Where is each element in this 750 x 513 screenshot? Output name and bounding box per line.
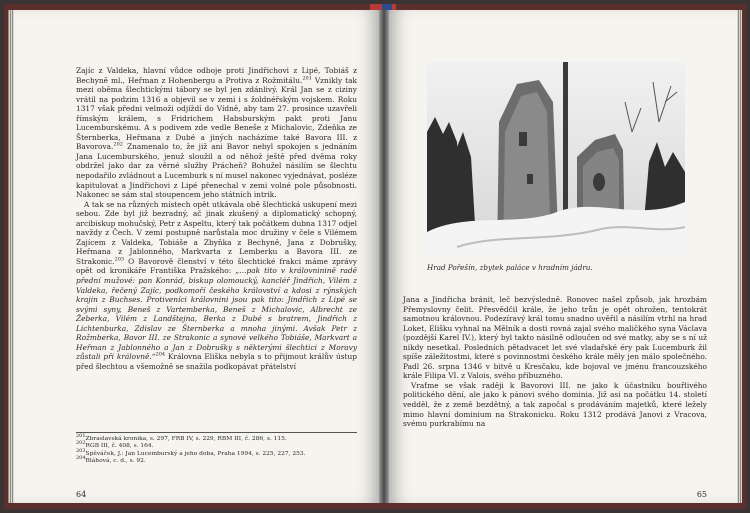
footnote-number: 202 bbox=[76, 440, 86, 447]
page-edges-right bbox=[737, 10, 742, 503]
footnote-number: 201 bbox=[76, 433, 86, 440]
footnote bbox=[76, 440, 357, 450]
paragraph bbox=[76, 66, 357, 200]
text-run: A tak se na různých místech opět utkávala obě šlechtická uskupení mezi sebou. Zde byl již bezradný, ač jinak zkušený a diplomatický schopný, arcibiskup mohučský, Petr z Aspeltu, který tak počátkem dubna 1317 odjel navždy z Čech. V zemi postupně narůstala moc družiny v čele s Vilémem Zajícem z Valdeka, Tobiáše a Zbyňka z Bechyně, Jana z Dobrušky, Heřmana z Jablonného, Markvarta z Lemberku a Bavora III. ze Strakonic. bbox=[76, 199, 357, 266]
text-run: O Bavorově členství v této šlechtické frakci máme zprávy opět od kronikáře Františka Pražského: bbox=[76, 256, 357, 276]
castle-ruin-illustration bbox=[427, 62, 685, 257]
paragraph bbox=[76, 200, 357, 372]
castle-ruin-photo bbox=[427, 62, 685, 257]
footnote-text: Zbraslavská kronika, s. 297, FRB IV, s. 229, RBM III, č. 286, s. 115. bbox=[85, 436, 287, 442]
photo-caption: Hrad Pořešín, zbytek paláce v hradním jádru. bbox=[427, 263, 593, 272]
footnote-number: 204 bbox=[76, 455, 86, 462]
text-run: Zajíc z Valdeka, hlavní vůdce odboje proti Jindřichovi z Lipé, Tobiáš z Bechyně ml., Heřman z Hohenbergu a Protiva z Rožmitálu. bbox=[76, 66, 357, 85]
paragraph bbox=[403, 295, 707, 381]
text-run: Znamenalo to, že již ani Bavor nebyl spokojen s jednáním Jana Lucemburského, jenuž sloužil a od něhož ještě před dvěma roky obdržel jako dar za věrné služby Prácheň? Bohužel násilím se šlechtu nepodařilo zvládnout a Lucemburk s ní musel nakonec vyjednávat, posléze kapitulovat a Jindřichovi z Lipé přenechal v zemi volné pole působnosti. Nakonec se sám stal stoupencem jeho státních intrik. bbox=[76, 142, 357, 200]
page-number-left: 64 bbox=[76, 490, 87, 499]
text-run: Jana a Jindřicha bránit, leč bezvýsledně. Ronovec našel způsob, jak hrozbám Přemyslovny čelit. Přesvědčil krále, že jeho trůn je opět ohrožen, tentokrát samotnou královnou. Podezíravý král tomu snadno uvěřil a násilím vtrhl na hrad Loket, Elišku vyhnal na Mělník a dosti rovná zajal svého maličkého syna Václava (pozdější Karel IV.), který byl takto násilně odloučen od své matky, aby se s ní už nikdy nesetkal. Posledních pětadvacet let své vladařské éry pak Lucemburk žil spíše záležitostmi, které s povinnostmi českého krále měly jen málo společného. Padl 26. srpna 1346 v bitvě u Kresčaku, kde bojoval ve jménu francouzského krále Filipa VI. z Valois, svého příbuzného. bbox=[403, 295, 707, 381]
page-number-right: 65 bbox=[696, 490, 707, 499]
paragraph bbox=[403, 381, 707, 429]
text-run: Královna Eliška nebyla s to přijmout králův ústup před šlechtou a všemožně se snažila podkopávat přátelství bbox=[76, 352, 357, 371]
footnote-text: Bláhová, c. d., s. 92. bbox=[85, 458, 146, 465]
book-spread bbox=[4, 4, 746, 509]
footnote-ref: 201 bbox=[302, 75, 312, 82]
footnote-ref: 203 bbox=[114, 256, 125, 263]
text-run: Vznikly tak mezi oběma šlechtickými tábory se byl jen zdánlivý. Král Jan se z ciziny vrátil na podzim 1316 a objevil se v zemi i s žoldnéřským vojskem. Roku 1317 však předni velmoži odjíždí do Vídně, aby tam 27. prosince uzavřeli římským králem, s Fridrichem Habsburským pakt proti Janu Lucemburskému. A s podivem zde vedle Beneše z Michalovic, Zdeňka ze Šternberka, Heřmana z Dubé a jiných nacházíme také Bavora III. z Bavorova. bbox=[76, 75, 358, 152]
footnote-ref: 202 bbox=[113, 141, 123, 148]
footnote-ref: 204 bbox=[155, 351, 166, 358]
left-page bbox=[14, 10, 379, 503]
footnote-text: RGB III, č. 408, s. 164. bbox=[85, 443, 154, 450]
footnote-text: Spěváček, J.: Jan Lucemburský a jeho doba, Praha 1994, s. 225, 227, 253. bbox=[85, 450, 306, 457]
footnotes bbox=[76, 432, 357, 466]
right-page bbox=[389, 10, 741, 503]
right-page-body bbox=[403, 295, 707, 429]
footnote bbox=[76, 455, 357, 465]
footnote-number: 203 bbox=[76, 447, 86, 454]
quotation: „…pak tito v královninině radě přední mužové: pan Konrád, biskup olomoucký, kancléř Jindřich, Vilém z Valdeka, řečený Zajíc, podkomoří českého království a kdosi z rýnských krajin z Buchses. Protiveníci královnini jsou pak tito: Jindřich z Lipé se svými syny, Beneš z Vartemberka, Beneš z Michalovic, Albrecht ze Žeberka, Vilém z Landštejna, Berka z Dubé s bratrem, Jindřich z Lichtenburka, Zdislav ze Šternberka a mnoha jinými. Avšak Petr z Rožmberka, Bavor III. ze Strakonic a synové velkého Tobiáše, Markvart a Heřman z Jablonného a Jan z Dobrušky s některými šlechtici z Moravy zůstali při královně.“ bbox=[76, 266, 357, 362]
left-page-body bbox=[76, 66, 357, 372]
book-gutter bbox=[379, 10, 389, 503]
text-run: Vraťme se však raději k Bavorovi III. ne jako k účastníku bouřlivého politického dění, ale jako k pánovi svého dominia. Již asi na počátku 14. století vedděl, že z země bezdětný, a tak započal s prodáváním majetků, které ležely mimo hlavní dominium na Strakonicku. Roku 1312 prodává Janovi z Vracova, svému purkrabímu na bbox=[403, 380, 707, 429]
